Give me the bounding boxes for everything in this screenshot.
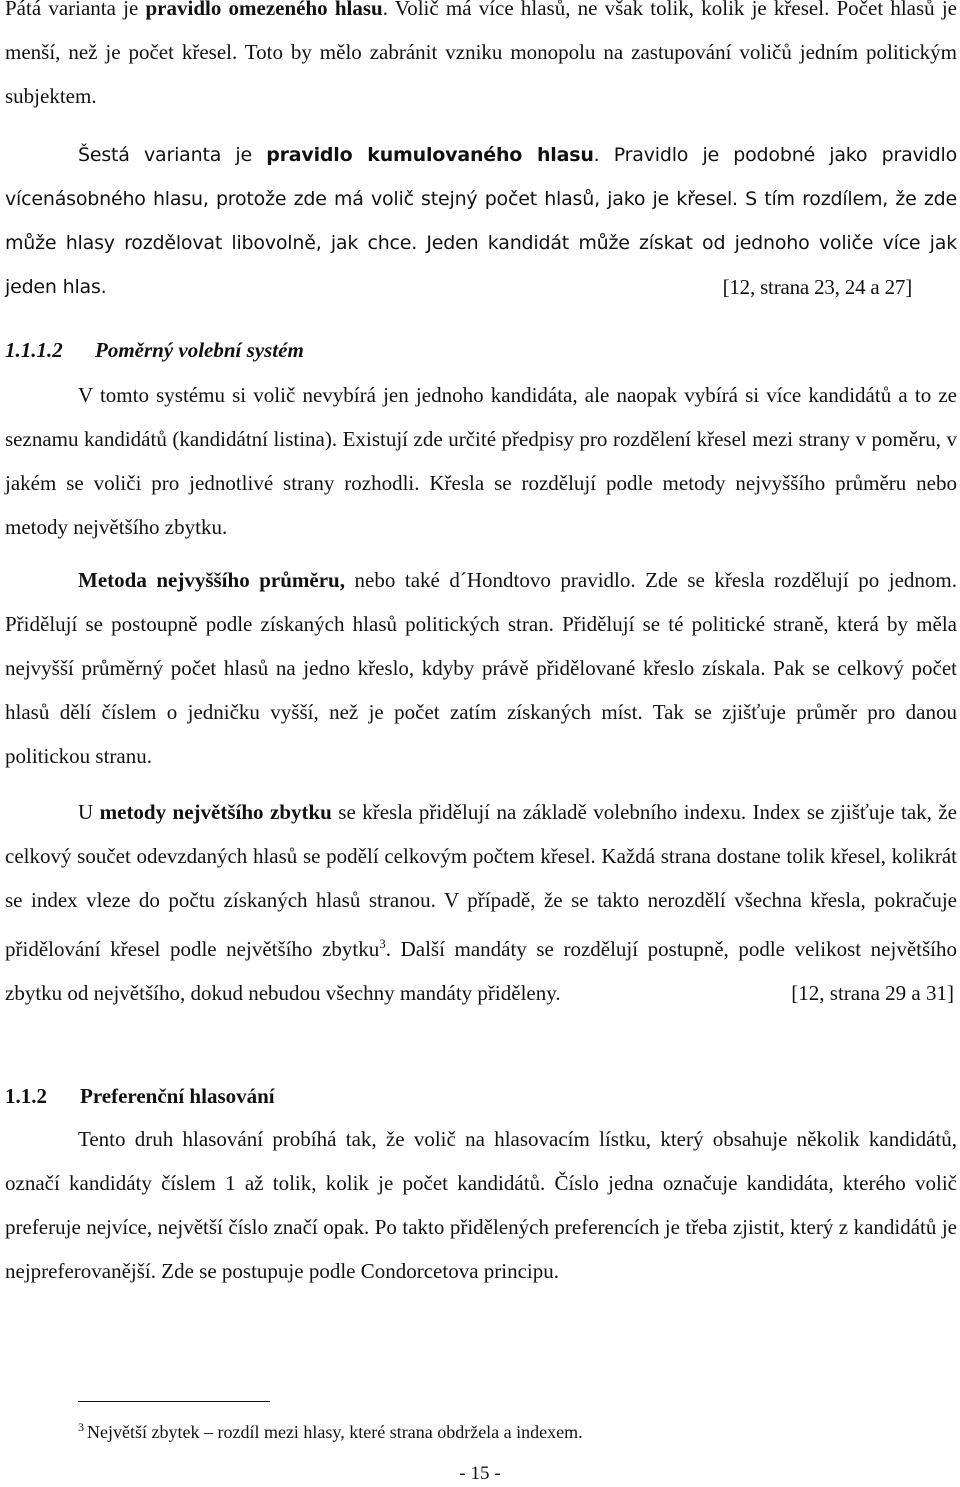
- term-limited-vote: pravidlo omezeného hlasu: [145, 0, 383, 20]
- paragraph-limited-vote: Pátá varianta je pravidlo omezeného hlasu. Volič má více hlasů, ne však tolik, kolik je křesel. Počet hlasů je menší, než je počet křesel. Toto by mělo zabránit vzniku monopolu na zastupování voličů jedním politickým subjektem.: [5, 0, 957, 118]
- term-highest-average: Metoda nejvyššího průměru,: [78, 568, 345, 592]
- term-largest-remainder: metody největšího zbytku: [99, 800, 332, 824]
- paragraph-preferential-voting: Tento druh hlasování probíhá tak, že volič na hlasovacím lístku, který obsahuje několik kandidátů, označí kandidáty číslem 1 až tolik, kolik je počet kandidátů. Číslo jedna označuje kandidáta, kterého volič preferuje nejvíce, největší číslo značí opak. Po takto přidělených preferencích je třeba zjistit, který z kandidátů je nejpreferovanější. Zde se postupuje podle Condorcetova principu.: [5, 1127, 957, 1283]
- page-number: - 15 -: [459, 1463, 501, 1484]
- section-title: Poměrný volební systém: [95, 338, 304, 362]
- paragraph-largest-remainder: U metody největšího zbytku se křesla přidělují na základě volebního indexu. Index se zjišťuje tak, že celkový součet odevzdaných hlasů se podělí celkovým počtem křesel. Každá strana dostane tolik křesel, kolikrát se index vleze do počtu získaných hlasů stranou. V případě, že se takto nerozdělí všechna křesla, pokračuje přidělování křesel podle největšího zbytku$^3$. Další mandáty se rozdělují postupně, podle velikost největšího zbytku od největšího, dokud nebudou všechny mandáty přiděleny. [12, strana 29 a 31]: [5, 790, 957, 1015]
- section-number: 1.1.1.2: [5, 338, 63, 362]
- paragraph-highest-average: Metoda nejvyššího průměru, nebo také d´Hondtovo pravidlo. Zde se křesla rozdělují po jednom. Přidělují se postoupně podle získaných hlasů politických stran. Přidělují se té politické straně, která by měla nejvyšší průměrný počet hlasů na jedno křeslo, kdyby právě přidělované křeslo získala. Pak se celkový počet hlasů dělí číslem o jedničku vyšší, než je počet zatím získaných míst. Tak se zjišťuje průměr pro danou politickou stranu.: [5, 568, 957, 768]
- footnote: [78, 1420, 583, 1443]
- footnote-number: 3: [78, 1420, 84, 1434]
- section-heading-preferential: [5, 1074, 275, 1118]
- citation: [12, strana 23, 24 a 27]: [722, 275, 912, 299]
- footnote-text: Největší zbytek – rozdíl mezi hlasy, které strana obdržela a indexem.: [87, 1422, 583, 1442]
- paragraph-proportional-system: V tomto systému si volič nevybírá jen jednoho kandidáta, ale naopak vybírá si více kandidátů a to ze seznamu kandidátů (kandidátní listina). Existují zde určité předpisy pro rozdělení křesel mezi strany v poměru, v jakém se voliči pro jednotlivé strany rozhodli. Křesla se rozdělují podle metody nejvyššího průměru nebo metody největšího zbytku.: [5, 383, 957, 539]
- footnote-separator: [78, 1401, 270, 1402]
- footnote-reference: 3: [379, 936, 386, 951]
- paragraph-cumulative-vote: Šestá varianta je pravidlo kumulovaného hlasu. Pravidlo je podobné jako pravidlo vícenásobného hlasu, protože zde má volič stejný počet hlasů, jako je křesel. S tím rozdílem, že zde může hlasy rozdělovat libovolně, jak chce. Jeden kandidát může získat od jednoho voliče více jak jeden hlas. [12, strana 23, 24 a 27]: [5, 133, 957, 309]
- section-number: 1.1.2: [5, 1084, 47, 1108]
- section-title: Preferenční hlasování: [80, 1084, 275, 1108]
- section-heading-proportional: [5, 328, 304, 372]
- citation: [12, strana 29 a 31]: [791, 981, 954, 1005]
- term-cumulative-vote: pravidlo kumulovaného hlasu: [266, 144, 594, 166]
